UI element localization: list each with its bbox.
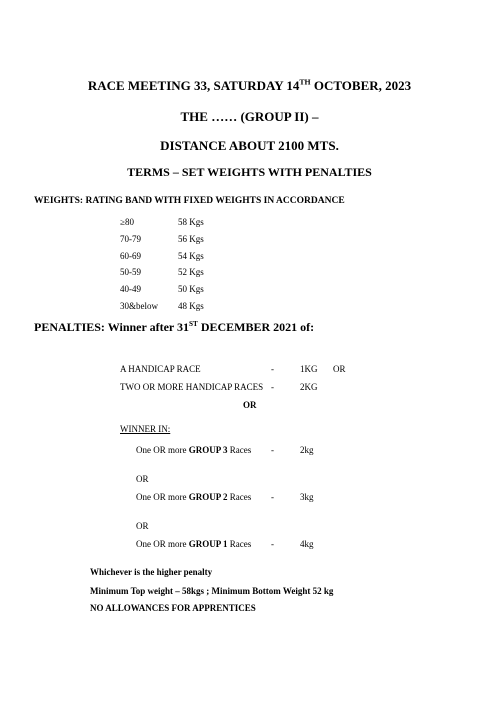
weight-band: 50-59 [120,267,141,277]
race-name: THE …… (GROUP II) – [180,109,319,124]
handicap-value: 1KG [300,364,318,374]
weight-value: 54 Kgs [178,251,204,261]
handicap-value: 2KG [300,382,318,392]
meeting-title [0,78,499,94]
penalties-heading-main: PENALTIES: Winner after 31 [34,320,190,334]
apprentices-note: NO ALLOWANCES FOR APPRENTICES [90,603,256,613]
handicap-dash: - [271,382,274,392]
group-row-post: Races [227,492,252,502]
weight-band: 30&below [120,301,158,311]
meeting-title-main: RACE MEETING 33, SATURDAY 14 [87,78,300,93]
weight-band: ≥80 [120,217,134,227]
group-value: 3kg [300,492,314,502]
handicap-label: TWO OR MORE HANDICAP RACES [120,382,264,392]
weight-value: 48 Kgs [178,301,204,311]
handicap-dash: - [271,364,274,374]
group-row-group: GROUP 3 [188,445,228,455]
race-terms: TERMS – SET WEIGHTS WITH PENALTIES [127,165,372,179]
group-dash: - [271,492,274,502]
group-row-post: Races [227,539,252,549]
weights-heading: WEIGHTS: RATING BAND WITH FIXED WEIGHTS IN ACCORDANCE [34,196,345,206]
group-row [136,445,251,455]
group-row-group: GROUP 2 [188,492,228,502]
group-row-post: Races [227,445,252,455]
handicap-or: OR [333,364,346,374]
group-row-pre: One OR more [136,492,189,502]
group-row [136,492,251,502]
group-dash: - [271,445,274,455]
group-dash: - [271,539,274,549]
meeting-title-sup: TH [299,77,311,87]
minimum-weights-note: Minimum Top weight – 58kgs ; Minimum Bottom Weight 52 kg [90,586,334,596]
race-distance: DISTANCE ABOUT 2100 MTS. [160,138,339,153]
weight-band: 70-79 [120,234,141,244]
meeting-title-date: OCTOBER, 2023 [310,78,412,93]
group-row-pre: One OR more [136,445,189,455]
weight-band: 60-69 [120,251,141,261]
or-small: OR [136,474,149,484]
higher-penalty-note: Whichever is the higher penalty [90,567,213,577]
penalties-heading-sup: ST [189,320,198,328]
group-value: 2kg [300,445,314,455]
penalties-heading [34,320,314,335]
weight-band: 40-49 [120,284,141,294]
weight-value: 56 Kgs [178,234,204,244]
handicap-label: A HANDICAP RACE [120,364,201,374]
group-value: 4kg [300,539,314,549]
or-small: OR [136,521,149,531]
group-row [136,539,251,549]
penalties-heading-date: DECEMBER 2021 of: [197,320,315,334]
weight-value: 50 Kgs [178,284,204,294]
or-separator: OR [243,400,257,410]
group-row-group: GROUP 1 [188,539,228,549]
winner-in-label: WINNER IN: [120,424,171,434]
weight-value: 52 Kgs [178,267,204,277]
weight-value: 58 Kgs [178,217,204,227]
group-row-pre: One OR more [136,539,189,549]
